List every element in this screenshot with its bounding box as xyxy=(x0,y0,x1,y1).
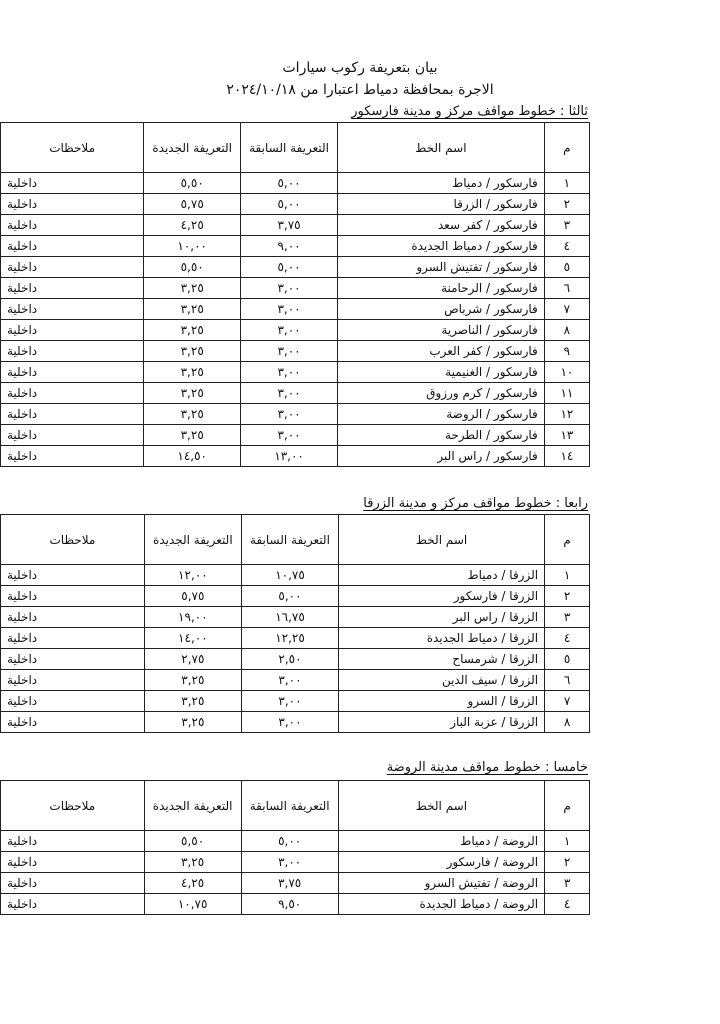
row-number-cell: ١٠ xyxy=(544,362,589,383)
route-name-cell: فارسكور / دمياط xyxy=(337,173,544,194)
new-fare-cell: ٣,٢٥ xyxy=(144,383,241,404)
row-number-cell: ٦ xyxy=(544,278,589,299)
notes-cell: داخلية xyxy=(1,852,145,873)
route-name-cell: فارسكور / الطرحة xyxy=(337,425,544,446)
row-number-cell: ١١ xyxy=(544,383,589,404)
route-name-cell: فارسكور / كرم ورزوق xyxy=(337,383,544,404)
row-number-cell: ٣ xyxy=(544,215,589,236)
document-subtitle: الاجرة بمحافظة دمياط اعتبارا من ٢٠٢٤/١٠/١٨ xyxy=(226,82,494,98)
old-fare-cell: ٣,٧٥ xyxy=(241,873,338,894)
fare-table-rawda xyxy=(0,780,590,915)
route-name-cell: الزرقا / سيف الدين xyxy=(339,670,545,691)
new-fare-cell: ١٠,٧٥ xyxy=(144,894,241,915)
table-row xyxy=(1,628,590,649)
table-row xyxy=(1,404,590,425)
new-fare-cell: ٥,٧٥ xyxy=(144,194,241,215)
notes-cell: داخلية xyxy=(1,341,144,362)
notes-cell: داخلية xyxy=(1,236,144,257)
row-number-cell: ١٤ xyxy=(544,446,589,467)
table-header-row xyxy=(1,781,590,831)
notes-cell: داخلية xyxy=(1,586,145,607)
col-header-notes: ملاحظات xyxy=(1,123,144,173)
notes-cell: داخلية xyxy=(1,383,144,404)
col-header-new-fare: التعريفة الجديدة xyxy=(144,123,241,173)
route-name-cell: الروضة / دمياط xyxy=(338,831,544,852)
route-name-cell: فارسكور / الغنيمية xyxy=(337,362,544,383)
notes-cell: داخلية xyxy=(1,831,145,852)
row-number-cell: ٢ xyxy=(545,586,590,607)
old-fare-cell: ٩,٥٠ xyxy=(241,894,338,915)
table-row xyxy=(1,320,590,341)
table-row xyxy=(1,712,590,733)
old-fare-cell: ١٣,٠٠ xyxy=(241,446,338,467)
route-name-cell: فارسكور / الروضة xyxy=(337,404,544,425)
table-row xyxy=(1,894,590,915)
new-fare-cell: ١٢,٠٠ xyxy=(144,565,241,586)
route-name-cell: الزرقا / راس البر xyxy=(339,607,545,628)
new-fare-cell: ١٩,٠٠ xyxy=(144,607,241,628)
route-name-cell: الزرقا / السرو xyxy=(339,691,545,712)
col-header-old-fare: التعريفة السابقة xyxy=(241,123,338,173)
old-fare-cell: ٣,٠٠ xyxy=(241,404,338,425)
row-number-cell: ٣ xyxy=(545,873,590,894)
route-name-cell: فارسكور / كفر سعد xyxy=(337,215,544,236)
old-fare-cell: ٣,٠٠ xyxy=(241,852,338,873)
table-row xyxy=(1,670,590,691)
row-number-cell: ٢ xyxy=(544,194,589,215)
col-header-route-name: اسم الخط xyxy=(338,781,544,831)
col-header-notes: ملاحظات xyxy=(1,515,145,565)
table-header-row xyxy=(1,123,590,173)
old-fare-cell: ٣,٠٠ xyxy=(241,320,338,341)
fare-table-zarqa xyxy=(0,514,590,733)
old-fare-cell: ٣,٠٠ xyxy=(241,383,338,404)
col-header-old-fare: التعريفة السابقة xyxy=(241,781,338,831)
new-fare-cell: ٣,٢٥ xyxy=(144,320,241,341)
old-fare-cell: ٣,٠٠ xyxy=(241,278,338,299)
new-fare-cell: ٥,٥٠ xyxy=(144,831,241,852)
notes-cell: داخلية xyxy=(1,257,144,278)
table-row xyxy=(1,215,590,236)
table-row xyxy=(1,607,590,628)
table-header-row xyxy=(1,515,590,565)
old-fare-cell: ٢,٥٠ xyxy=(241,649,338,670)
section-heading-zarqa: رابعا : خطوط مواقف مركز و مدينة الزرقا xyxy=(363,496,588,511)
table-row xyxy=(1,831,590,852)
route-name-cell: فارسكور / الزرقا xyxy=(337,194,544,215)
row-number-cell: ٦ xyxy=(545,670,590,691)
new-fare-cell: ١٠,٠٠ xyxy=(144,236,241,257)
old-fare-cell: ٥,٠٠ xyxy=(241,831,338,852)
section-heading-rawda: خامسا : خطوط مواقف مدينة الروضة xyxy=(386,760,588,775)
new-fare-cell: ٥,٧٥ xyxy=(144,586,241,607)
notes-cell: داخلية xyxy=(1,425,144,446)
new-fare-cell: ١٤,٠٠ xyxy=(144,628,241,649)
row-number-cell: ٨ xyxy=(544,320,589,341)
table-row xyxy=(1,691,590,712)
table-row xyxy=(1,299,590,320)
notes-cell: داخلية xyxy=(1,670,145,691)
route-name-cell: فارسكور / راس البر xyxy=(337,446,544,467)
row-number-cell: ٤ xyxy=(545,628,590,649)
old-fare-cell: ٥,٠٠ xyxy=(241,173,338,194)
table-row xyxy=(1,194,590,215)
col-header-route-name: اسم الخط xyxy=(339,515,545,565)
new-fare-cell: ٣,٢٥ xyxy=(144,852,241,873)
col-header-route-name: اسم الخط xyxy=(337,123,544,173)
table-row xyxy=(1,446,590,467)
notes-cell: داخلية xyxy=(1,320,144,341)
old-fare-cell: ٣,٧٥ xyxy=(241,215,338,236)
new-fare-cell: ٣,٢٥ xyxy=(144,362,241,383)
row-number-cell: ١ xyxy=(544,173,589,194)
col-header-new-fare: التعريفة الجديدة xyxy=(144,515,241,565)
row-number-cell: ١ xyxy=(545,565,590,586)
new-fare-cell: ٥,٥٠ xyxy=(144,173,241,194)
row-number-cell: ١٣ xyxy=(544,425,589,446)
route-name-cell: فارسكور / الناصرية xyxy=(337,320,544,341)
new-fare-cell: ٣,٢٥ xyxy=(144,299,241,320)
new-fare-cell: ٣,٢٥ xyxy=(144,404,241,425)
table-row xyxy=(1,236,590,257)
row-number-cell: ٣ xyxy=(545,607,590,628)
route-name-cell: الروضة / فارسكور xyxy=(338,852,544,873)
old-fare-cell: ٥,٠٠ xyxy=(241,257,338,278)
notes-cell: داخلية xyxy=(1,446,144,467)
old-fare-cell: ٣,٠٠ xyxy=(241,299,338,320)
row-number-cell: ١٢ xyxy=(544,404,589,425)
route-name-cell: فارسكور / شرباص xyxy=(337,299,544,320)
route-name-cell: الزرقا / عزبة الباز xyxy=(339,712,545,733)
notes-cell: داخلية xyxy=(1,649,145,670)
route-name-cell: الزرقا / فارسكور xyxy=(339,586,545,607)
old-fare-cell: ٣,٠٠ xyxy=(241,425,338,446)
col-header-number: م xyxy=(545,781,590,831)
new-fare-cell: ٣,٢٥ xyxy=(144,670,241,691)
old-fare-cell: ٣,٠٠ xyxy=(241,362,338,383)
new-fare-cell: ٥,٥٠ xyxy=(144,257,241,278)
table-row xyxy=(1,565,590,586)
col-header-number: م xyxy=(545,515,590,565)
old-fare-cell: ١٢,٢٥ xyxy=(241,628,338,649)
route-name-cell: فارسكور / الرحامنة xyxy=(337,278,544,299)
route-name-cell: فارسكور / تفتيش السرو xyxy=(337,257,544,278)
table-row xyxy=(1,257,590,278)
section-heading-faraskour: ثالثا : خطوط مواقف مركز و مدينة فارسكور xyxy=(351,104,588,119)
new-fare-cell: ٢,٧٥ xyxy=(144,649,241,670)
notes-cell: داخلية xyxy=(1,607,145,628)
row-number-cell: ٨ xyxy=(545,712,590,733)
route-name-cell: الروضة / تفتيش السرو xyxy=(338,873,544,894)
row-number-cell: ٢ xyxy=(545,852,590,873)
col-header-old-fare: التعريفة السابقة xyxy=(241,515,338,565)
row-number-cell: ٧ xyxy=(545,691,590,712)
old-fare-cell: ٥,٠٠ xyxy=(241,194,338,215)
notes-cell: داخلية xyxy=(1,894,145,915)
notes-cell: داخلية xyxy=(1,194,144,215)
route-name-cell: الزرقا / دمياط xyxy=(339,565,545,586)
old-fare-cell: ٣,٠٠ xyxy=(241,691,338,712)
table-row xyxy=(1,362,590,383)
new-fare-cell: ٤,٢٥ xyxy=(144,215,241,236)
notes-cell: داخلية xyxy=(1,628,145,649)
table-row xyxy=(1,649,590,670)
table-row xyxy=(1,425,590,446)
document-title: بيان بتعريفة ركوب سيارات xyxy=(282,60,438,76)
new-fare-cell: ١٤,٥٠ xyxy=(144,446,241,467)
notes-cell: داخلية xyxy=(1,565,145,586)
row-number-cell: ٤ xyxy=(544,236,589,257)
old-fare-cell: ٥,٠٠ xyxy=(241,586,338,607)
notes-cell: داخلية xyxy=(1,404,144,425)
notes-cell: داخلية xyxy=(1,173,144,194)
row-number-cell: ٥ xyxy=(545,649,590,670)
notes-cell: داخلية xyxy=(1,299,144,320)
table-row xyxy=(1,586,590,607)
row-number-cell: ١ xyxy=(545,831,590,852)
row-number-cell: ٤ xyxy=(545,894,590,915)
route-name-cell: الزرقا / شرمساح xyxy=(339,649,545,670)
notes-cell: داخلية xyxy=(1,362,144,383)
old-fare-cell: ١٠,٧٥ xyxy=(241,565,338,586)
new-fare-cell: ٣,٢٥ xyxy=(144,278,241,299)
new-fare-cell: ٤,٢٥ xyxy=(144,873,241,894)
fare-table-faraskour xyxy=(0,122,590,467)
notes-cell: داخلية xyxy=(1,712,145,733)
new-fare-cell: ٣,٢٥ xyxy=(144,691,241,712)
new-fare-cell: ٣,٢٥ xyxy=(144,341,241,362)
new-fare-cell: ٣,٢٥ xyxy=(144,425,241,446)
table-row xyxy=(1,383,590,404)
notes-cell: داخلية xyxy=(1,873,145,894)
route-name-cell: الزرقا / دمياط الجديدة xyxy=(339,628,545,649)
notes-cell: داخلية xyxy=(1,215,144,236)
col-header-new-fare: التعريفة الجديدة xyxy=(144,781,241,831)
new-fare-cell: ٣,٢٥ xyxy=(144,712,241,733)
row-number-cell: ٥ xyxy=(544,257,589,278)
notes-cell: داخلية xyxy=(1,278,144,299)
notes-cell: داخلية xyxy=(1,691,145,712)
row-number-cell: ٩ xyxy=(544,341,589,362)
row-number-cell: ٧ xyxy=(544,299,589,320)
col-header-number: م xyxy=(544,123,589,173)
table-row xyxy=(1,173,590,194)
route-name-cell: فارسكور / كفر العرب xyxy=(337,341,544,362)
table-row xyxy=(1,341,590,362)
col-header-notes: ملاحظات xyxy=(1,781,145,831)
table-row xyxy=(1,873,590,894)
table-row xyxy=(1,278,590,299)
old-fare-cell: ١٦,٧٥ xyxy=(241,607,338,628)
route-name-cell: فارسكور / دمياط الجديدة xyxy=(337,236,544,257)
old-fare-cell: ٣,٠٠ xyxy=(241,712,338,733)
old-fare-cell: ٩,٠٠ xyxy=(241,236,338,257)
table-row xyxy=(1,852,590,873)
route-name-cell: الروضة / دمياط الجديدة xyxy=(338,894,544,915)
old-fare-cell: ٣,٠٠ xyxy=(241,341,338,362)
old-fare-cell: ٣,٠٠ xyxy=(241,670,338,691)
